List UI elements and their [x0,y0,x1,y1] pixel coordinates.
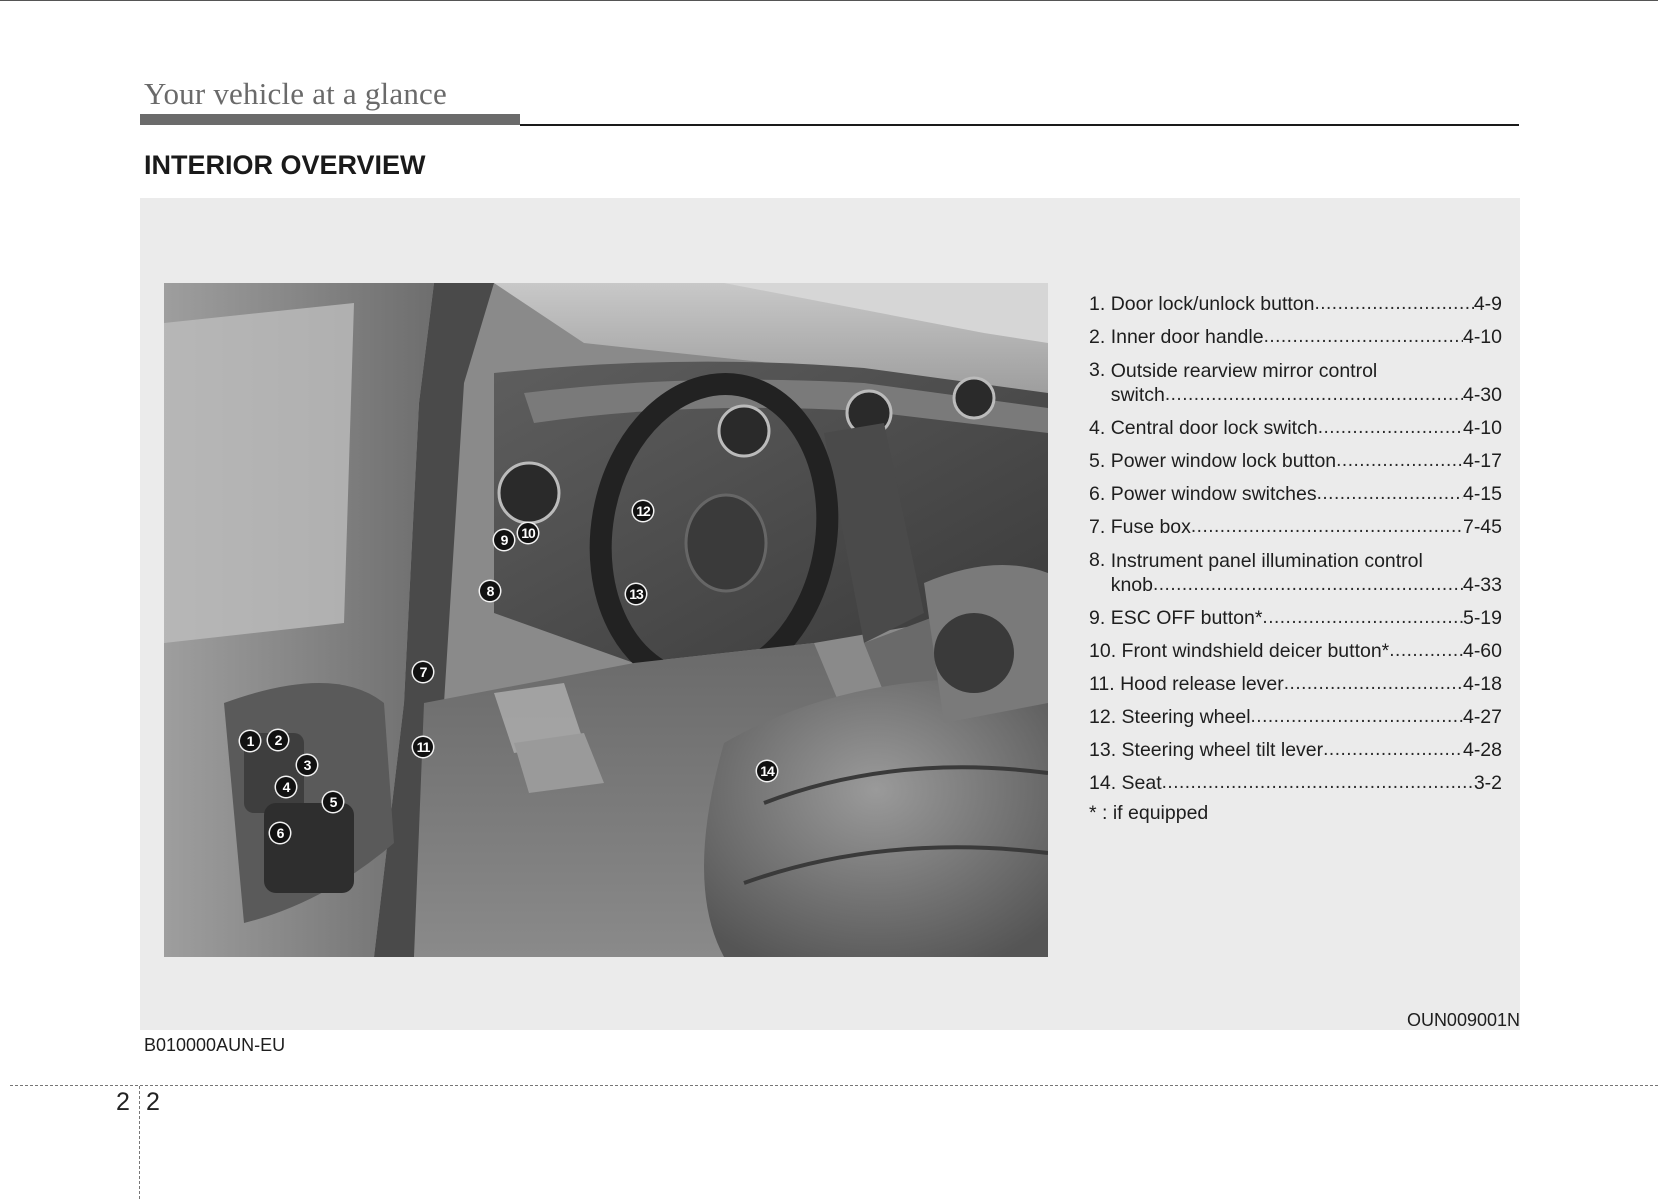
leader-dots [1153,573,1463,597]
leader-dots [1264,325,1463,349]
legend-item-label: Hood release lever [1120,673,1284,695]
legend-item [1089,762,1502,795]
callout-12: 12 [633,501,653,521]
top-rule [0,0,1658,1]
leader-dots [1389,639,1463,663]
legend-item-page: 4-28 [1462,739,1502,761]
legend-item-number: 7. [1089,516,1106,538]
leader-dots [1284,672,1463,696]
legend-item-page: 4-17 [1462,450,1502,472]
car-interior-illustration [164,283,1048,957]
page-divider-horizontal [10,1085,1658,1086]
legend-item-text [1111,549,1502,597]
callout-9: 9 [494,530,514,550]
page-divider-vertical [139,1086,140,1199]
legend-item-label: Power window switches [1110,483,1317,505]
chapter-title: Your vehicle at a glance [144,76,447,111]
legend-item-number: 5. [1089,450,1106,472]
leader-dots [1314,292,1473,316]
legend-item-page: 3-2 [1473,772,1502,794]
legend-item-page: 4-9 [1473,293,1502,315]
leader-dots [1262,606,1463,630]
legend-item-number: 1. [1089,293,1106,315]
legend-item-number: 13. [1089,739,1117,761]
legend-item [1089,539,1502,597]
legend-item-row [1111,573,1502,597]
page-number-chapter: 2 [116,1088,130,1116]
leader-dots [1191,515,1463,539]
section-title: INTERIOR OVERVIEW [144,150,426,180]
legend-item-page: 4-15 [1462,483,1502,505]
image-code: OUN009001N [1406,1010,1520,1030]
legend-item [1089,663,1502,696]
legend-list [1089,283,1502,830]
leader-dots [1317,482,1463,506]
leader-dots [1323,738,1463,762]
legend-item-label: Power window lock button [1110,450,1337,472]
callout-13: 13 [626,584,646,604]
legend-item-row [1111,383,1502,407]
callout-11: 11 [413,737,433,757]
leader-dots [1165,383,1463,407]
legend-item-label: Steering wheel tilt lever [1121,739,1324,761]
legend-item [1089,696,1502,729]
legend-note: * : if equipped [1089,802,1209,824]
legend-item-page: 4-18 [1462,673,1502,695]
legend-item-label-cont: switch [1110,384,1165,406]
legend-item-label: Fuse box [1110,516,1191,538]
callout-8: 8 [480,581,500,601]
legend-item [1089,506,1502,539]
legend-item-page: 4-30 [1462,384,1502,406]
legend-item-label: Seat [1121,772,1162,794]
legend-item-label: Central door lock switch [1110,417,1318,439]
legend-item-page: 4-27 [1462,706,1502,728]
callout-3: 3 [297,755,317,775]
legend-item-label: Front windshield deicer button* [1121,640,1390,662]
legend-item-number: 10. [1089,640,1117,662]
legend-item [1089,407,1502,440]
legend-item-number: 4. [1089,417,1106,439]
legend-item-page: 7-45 [1462,516,1502,538]
legend-item-page: 5-19 [1462,607,1502,629]
callout-6: 6 [270,823,290,843]
legend-item-label: ESC OFF button* [1110,607,1263,629]
callout-7: 7 [413,662,433,682]
legend-item-number: 12. [1089,706,1117,728]
leader-dots [1318,416,1463,440]
legend-item [1089,597,1502,630]
leader-dots [1162,771,1474,795]
legend-item-label-cont: knob [1110,574,1153,596]
legend-item-text [1111,359,1502,407]
leader-dots [1251,705,1463,729]
legend-item-number: 14. [1089,772,1117,794]
legend-item [1089,630,1502,663]
document-code: B010000AUN-EU [144,1035,286,1055]
legend-item [1089,440,1502,473]
callout-14: 14 [757,761,777,781]
header-line [520,124,1519,126]
legend-item-number: 2. [1089,326,1106,348]
legend-item [1089,349,1502,407]
legend-item [1089,283,1502,316]
legend-item-number: 11. [1089,673,1115,695]
legend-item-number: 9. [1089,607,1106,629]
car-interior-drawing [164,283,1048,957]
callout-5: 5 [323,792,343,812]
legend-item-label: Door lock/unlock button [1110,293,1315,315]
callout-4: 4 [276,777,296,797]
legend-item-label: Instrument panel illumination control [1110,550,1423,572]
legend-item-page: 4-60 [1462,640,1502,662]
legend-item-page: 4-10 [1462,326,1502,348]
leader-dots [1336,449,1463,473]
legend-item [1089,473,1502,506]
legend-item-page: 4-10 [1462,417,1502,439]
legend-item-label: Inner door handle [1110,326,1264,348]
legend-item-page: 4-33 [1462,574,1502,596]
legend-item-number: 3. [1089,359,1106,381]
legend-item-number: 6. [1089,483,1106,505]
legend-item-label: Steering wheel [1121,706,1251,728]
legend-item-number: 8. [1089,549,1106,571]
callout-2: 2 [268,730,288,750]
legend-item [1089,729,1502,762]
page-number: 2 [146,1088,160,1116]
callout-1: 1 [240,731,260,751]
legend-item [1089,316,1502,349]
header-bar [140,114,520,125]
legend-item-label: Outside rearview mirror control [1110,360,1378,382]
callout-10: 10 [518,523,538,543]
